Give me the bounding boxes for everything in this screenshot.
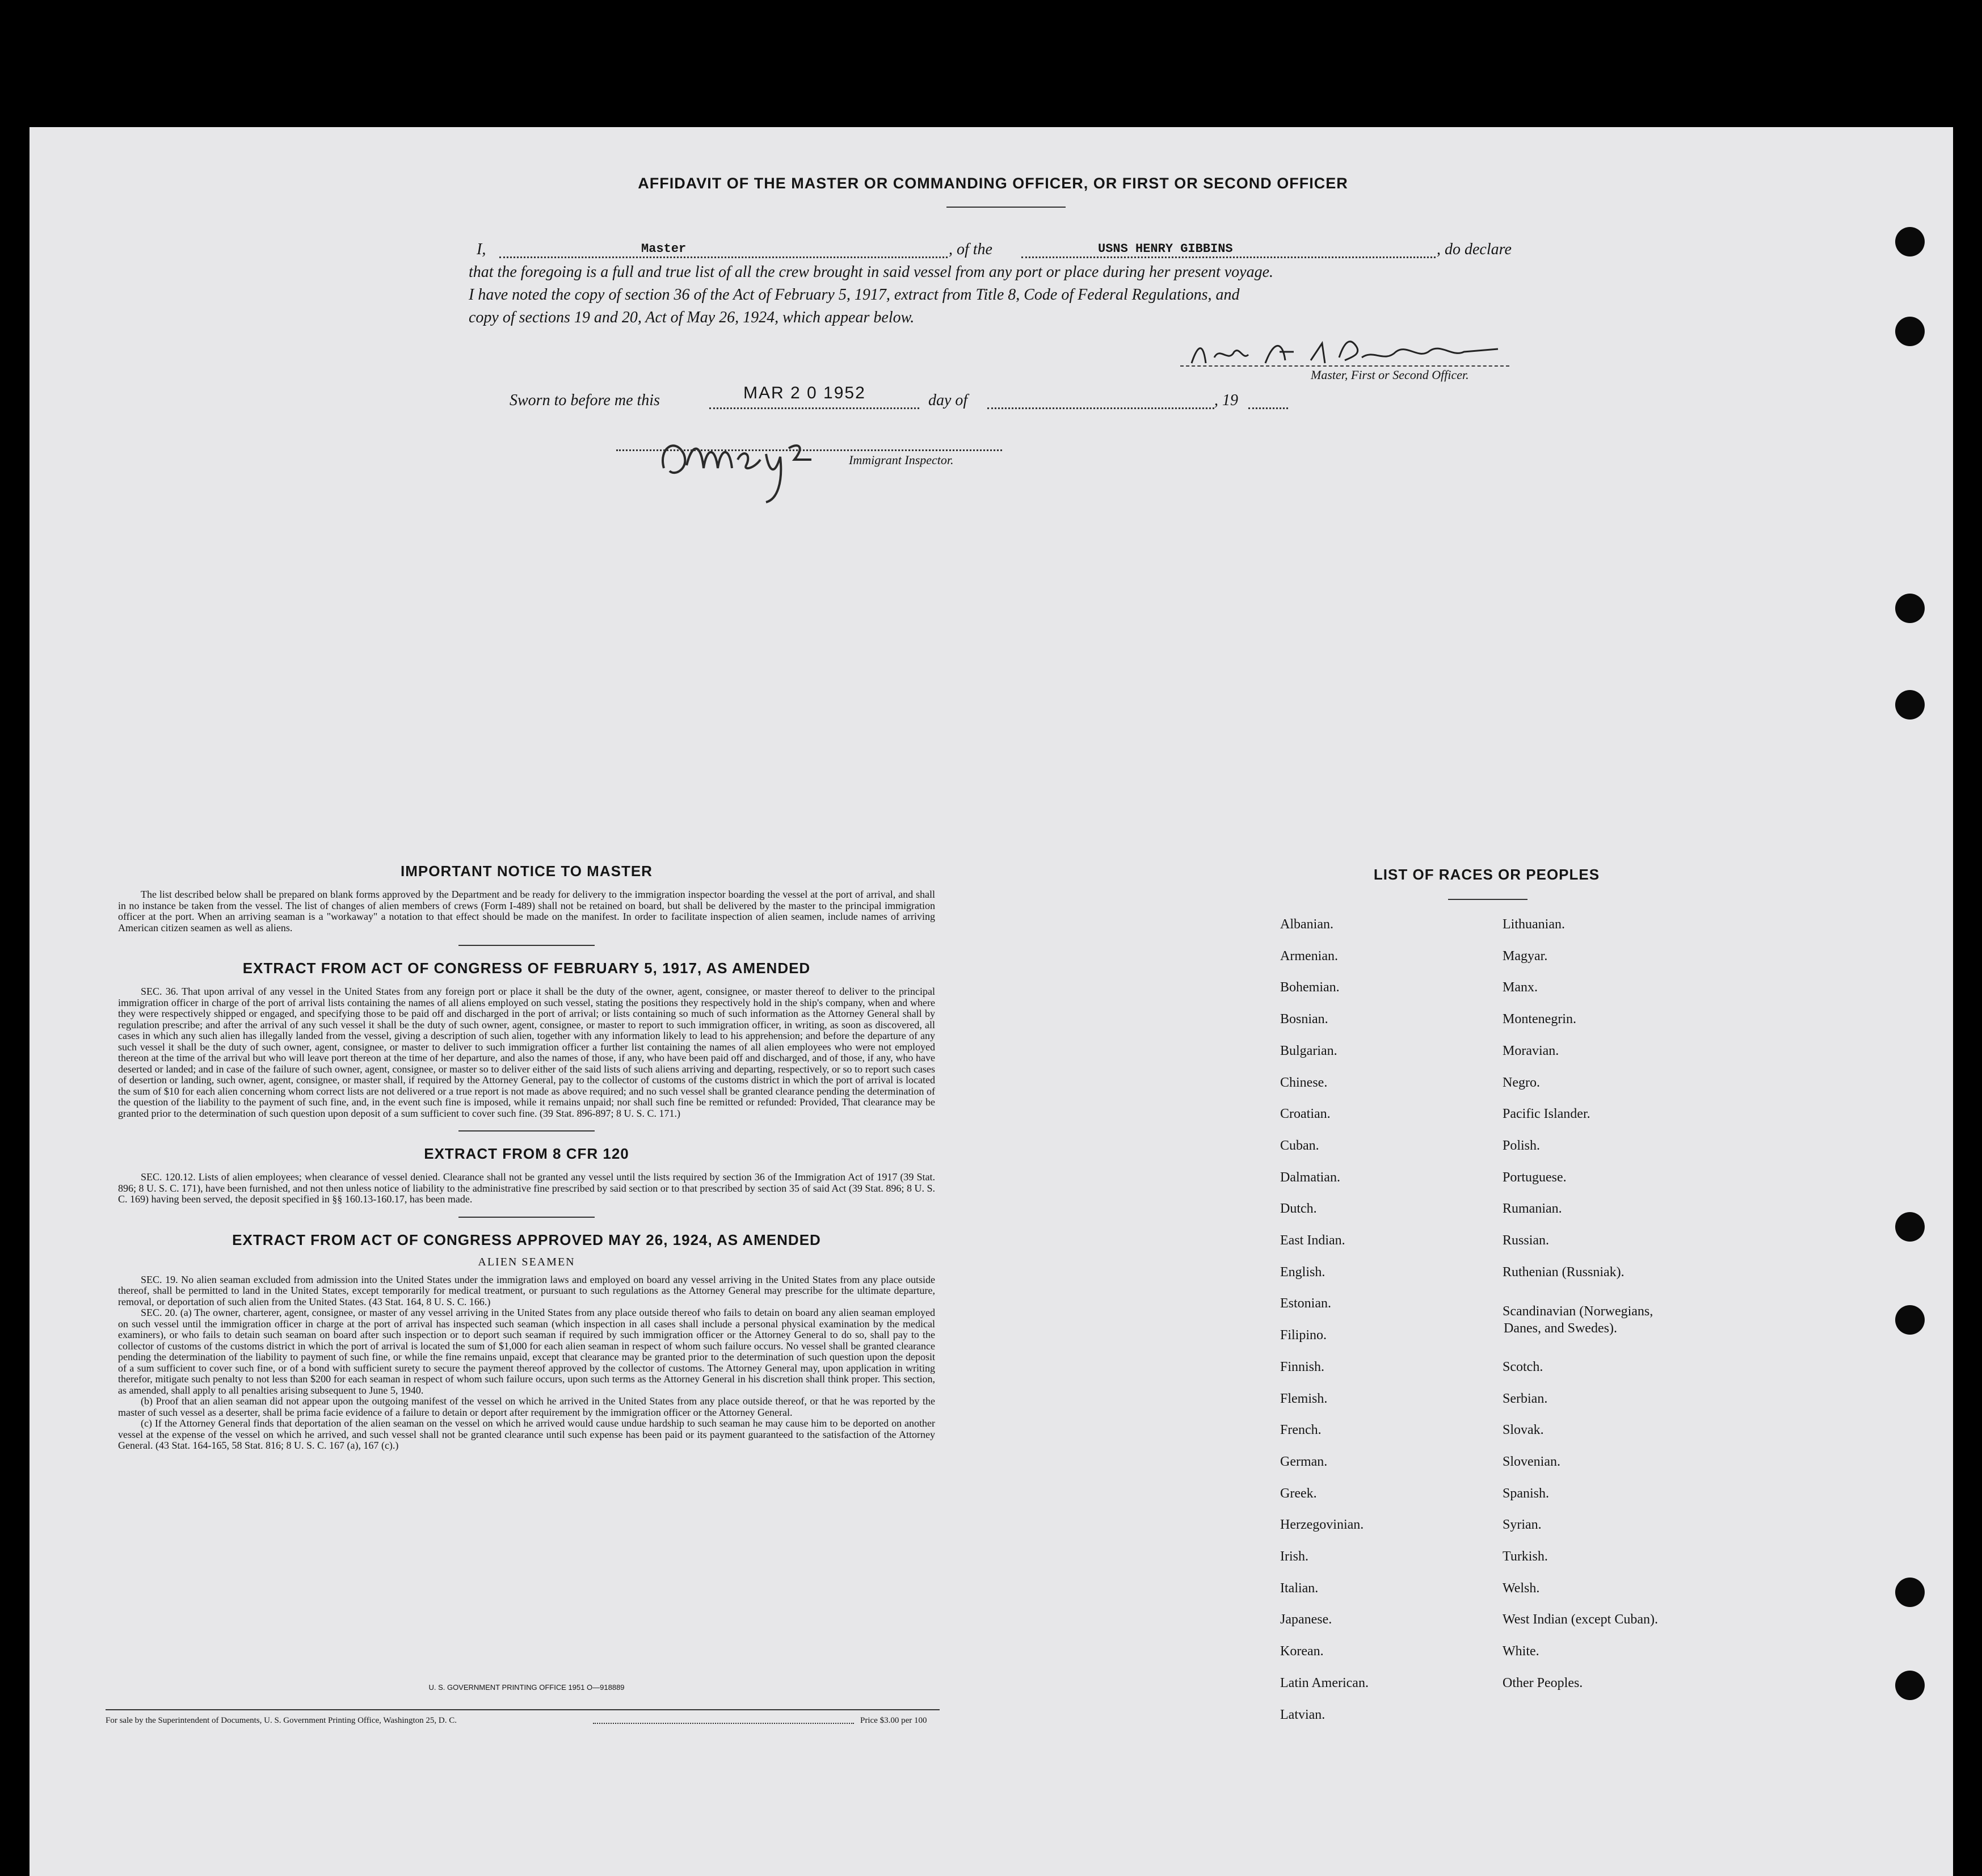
notice-text: The list described below shall be prepared on blank forms approved by the Department and be ready for delivery to the immigration inspector boarding the vessel at the port of arrival, and shall in no instance be taken from the vessel. The list of changes of alien members of crews (Form I-489) shall not be retained on board, but shall be delivered by the master to the principal immigration officer at the port. When an arriving seaman is a "workaway" a notation to that effect should be made on the manifest. In order to facilitate inspection of alien seamen, include names of arriving American citizen seamen as well as aliens. [118, 889, 935, 933]
sec-20c-text: (c) If the Attorney General finds that deportation of the alien seaman on the vessel on which he arrived would cause undue hardship to such seaman he may cause him to be deported on another vessel at the expense of the vessel on which he arrived, and such vessel shall not be granted clearance until such expense has been paid or its payment guaranteed to the satisfaction of the Attorney General. (43 Stat. 164-165, 58 Stat. 816; 8 U. S. C. 167 (a), 167 (c).) [118, 1417, 935, 1451]
footer-leader [593, 1723, 854, 1724]
day-of-label: day of [928, 392, 968, 409]
binder-hole [1895, 594, 1925, 623]
section-rule [458, 1217, 595, 1218]
sworn-date-line [709, 407, 919, 409]
race-item: Italian. [1280, 1580, 1319, 1596]
race-item: Other Peoples. [1503, 1675, 1583, 1690]
race-item: Bosnian. [1280, 1012, 1328, 1027]
races-title-rule [1448, 899, 1527, 900]
binder-hole [1895, 1305, 1925, 1335]
binder-hole [1895, 1212, 1925, 1242]
binder-hole [1895, 317, 1925, 346]
race-item: Pacific Islander. [1503, 1107, 1590, 1122]
race-item: Spanish. [1503, 1486, 1550, 1501]
binder-hole [1895, 227, 1925, 256]
race-item: Welsh. [1503, 1580, 1540, 1596]
title-rule [946, 207, 1066, 208]
signature-caption: Master, First or Second Officer. [1311, 368, 1469, 382]
for-sale-line: For sale by the Superintendent of Documents, U. S. Government Printing Office, Washington 25, D. C. [106, 1716, 457, 1725]
race-item: Finnish. [1280, 1359, 1325, 1374]
do-declare-label: , do declare [1437, 241, 1512, 258]
race-item: Moravian. [1503, 1043, 1559, 1058]
extract-1917-title: EXTRACT FROM ACT OF CONGRESS OF FEBRUARY 5, 1917, AS AMENDED [242, 960, 811, 977]
race-item: Negro. [1503, 1075, 1540, 1090]
race-item: White. [1503, 1644, 1539, 1659]
extract-1917-text: SEC. 36. That upon arrival of any vessel in the United States from any foreign port or place it shall be the duty of the owner, agent, consignee, or master thereof to deliver to the principal immigration officer in charge of the port of arrival lists containing the names of all aliens employed on such vessel, stating the positions they respectively hold in the ship's company, when and where they were respectively shipped or engaged, and specifying those to be paid off and discharged in the port of arrival; or lists containing so much of such information as the Attorney General shall by regulation prescribe; and after the arrival of any such vessel it shall be the duty of such owner, agent, consignee, or master to report to such immigration officer, in writing, as soon as discovered, all cases in which any such alien has illegally landed from the vessel, giving a description of such alien, together with any information likely to lead to his apprehension; and before the departure of any such vessel it shall be the duty of such owner, agent, consignee, or master to deliver to such immigration officer a further list containing the names of all alien employees who were not employed thereon at the time of the arrival but who will leave port thereon at the time of her departure, and also the names of those, if any, who have been paid off and discharged, and of those, if any, who have deserted or landed; and in case of the failure of such owner, agent, consignee, or master so to deliver either of the said lists of such aliens arriving and departing, respectively, or so to report such cases of desertion or landing, such owner, agent, consignee, or master shall, if required by the Attorney General, pay to the collector of customs of the customs district in which the port of arrival is located the sum of $10 for each alien concerning whom correct lists are not delivered or a true report is not made as above required; and no such vessel shall be granted clearance pending the determination of the question of the liability to the payment of such fine, and, in the event such fine is imposed, while it remains unpaid; nor shall such fine be remitted or refunded: Provided, That clearance may be granted prior to the determination of such question upon deposit of a sum sufficient to cover such fine. (39 Stat. 896-897; 8 U. S. C. 171.) [118, 986, 935, 1119]
extract-cfr-text: SEC. 120.12. Lists of alien employees; when clearance of vessel denied. Clearance shall not be granted any vessel until the lists required by section 36 of the Immigration Act of 1917 (39 Stat. 896; 8 U. S. C. 171), have been furnished, and not then unless notice of liability to the administrative fine prescribed by said section or to that prescribed by section 35 of said Act (39 Stat. 896; 8 U. S. C. 169) having been served, the deposit specified in §§ 160.13-160.17, has been made. [118, 1171, 935, 1205]
race-item: Syrian. [1503, 1517, 1542, 1533]
race-item: Greek. [1280, 1486, 1317, 1501]
year-line [1248, 407, 1288, 409]
declaration-line-4: copy of sections 19 and 20, Act of May 26, 1924, which appear below. [469, 309, 915, 326]
race-item: English. [1280, 1264, 1325, 1280]
race-item: Lithuanian. [1503, 917, 1565, 932]
race-item: Slovak. [1503, 1423, 1544, 1438]
binder-hole [1895, 1578, 1925, 1607]
price-line: Price $3.00 per 100 [860, 1716, 927, 1725]
affidavit-title: AFFIDAVIT OF THE MASTER OR COMMANDING OFFICER, OR FIRST OR SECOND OFFICER [638, 175, 1348, 192]
declaration-line-2: that the foregoing is a full and true list of all the crew brought in said vessel from any port or place during her present voyage. [469, 263, 1274, 281]
binder-hole [1895, 690, 1925, 720]
race-item: Manx. [1503, 980, 1538, 995]
race-item: Chinese. [1280, 1075, 1328, 1090]
race-item: Cuban. [1280, 1138, 1319, 1153]
race-item: Scotch. [1503, 1359, 1543, 1374]
race-item: German. [1280, 1454, 1328, 1469]
extract-cfr-title: EXTRACT FROM 8 CFR 120 [424, 1145, 629, 1162]
sec-20a-text: SEC. 20. (a) The owner, charterer, agent, consignee, or master of any vessel arriving in the United States from any place outside thereof who fails to detain on board any alien seaman employed on such vessel until the immigration officer in charge at the port of arrival has inspected such seaman (which inspection in all cases shall include a personal physical examination by the medical examiners), or who fails to detain such seaman on board after such inspection or to deport such seaman if required by such immigration officer or the Attorney General to do so, shall pay to the collector of customs of the customs district in which the port of arrival is located the sum of $1,000 for each alien seaman in respect of whom such failure occurs. No vessel shall be granted clearance pending the determination of the liability to payment of such fine, or while the fine remains unpaid, except that clearance may be granted prior to the determination of such question upon the deposit of a sum sufficient to cover such fine, or of a bond with sufficient surety to secure the payment thereof approved by the collector of customs. The Attorney General may, upon application in writing therefor, mitigate such penalty to not less than $200 for each seaman in respect of whom such failure occurs, upon such terms as the Attorney General in his discretion shall think proper. This section, as amended, shall apply to all penalties arising subsequent to June 5, 1940. [118, 1307, 935, 1396]
race-item: French. [1280, 1423, 1322, 1438]
race-item: Croatian. [1280, 1107, 1331, 1122]
race-item: Dalmatian. [1280, 1170, 1340, 1185]
race-item: Slovenian. [1503, 1454, 1560, 1469]
race-item: Latin American. [1280, 1675, 1369, 1690]
extract-1924-title: EXTRACT FROM ACT OF CONGRESS APPROVED MAY 26, 1924, AS AMENDED [232, 1231, 821, 1248]
section-rule [458, 945, 595, 946]
race-item: Ruthenian (Russniak). [1503, 1264, 1625, 1280]
sworn-label: Sworn to before me this [510, 392, 660, 409]
race-item: Danes, and Swedes). [1504, 1321, 1617, 1336]
i-label: I, [477, 241, 486, 258]
race-item: Flemish. [1280, 1391, 1328, 1406]
race-item: Albanian. [1280, 917, 1333, 932]
section-rule [458, 1130, 595, 1132]
race-item: Herzegovinian. [1280, 1517, 1364, 1533]
footer-rule [106, 1709, 940, 1710]
race-item: Dutch. [1280, 1201, 1317, 1217]
race-item: Bulgarian. [1280, 1043, 1337, 1058]
notice-section [118, 863, 935, 1452]
race-item: Magyar. [1503, 948, 1548, 964]
inspector-line [616, 449, 1002, 451]
vessel-field: USNS HENRY GIBBINS [1098, 242, 1233, 256]
race-item: Bohemian. [1280, 980, 1340, 995]
printing-office-line: U. S. GOVERNMENT PRINTING OFFICE 1951 O—918889 [428, 1683, 625, 1692]
notice-title: IMPORTANT NOTICE TO MASTER [401, 863, 653, 880]
race-item: Irish. [1280, 1549, 1308, 1564]
vessel-line [1021, 256, 1436, 258]
extract-1924-subtitle: ALIEN SEAMEN [478, 1255, 575, 1268]
month-line [987, 407, 1214, 409]
race-item: East Indian. [1280, 1233, 1345, 1248]
sec-19-text: SEC. 19. No alien seaman excluded from admission into the United States under the immigration laws and employed on board any vessel arriving in the United States from any place outside thereof, shall be permitted to land in the United States, except temporarily for medical treatment, or pursuant to such regulations as the Attorney General may prescribe for the ultimate departure, removal, or deportation of such alien from the United States. (43 Stat. 164, 8 U. S. C. 166.) [118, 1273, 935, 1307]
race-item: Filipino. [1280, 1328, 1327, 1343]
binder-hole [1895, 1671, 1925, 1700]
officer-field: Master [641, 242, 687, 256]
race-item: Turkish. [1503, 1549, 1548, 1564]
officer-line [499, 256, 948, 258]
race-item: Korean. [1280, 1644, 1324, 1659]
sec-20b-text: (b) Proof that an alien seaman did not appear upon the outgoing manifest of the vessel on which he arrived in the United States from any place outside thereof, or that he was reported by the master of such vessel as a deserter, shall be prima facie evidence of a failure to detain or deport after requirement by the immigration officer or the Attorney General. [118, 1395, 935, 1418]
race-item: Serbian. [1503, 1391, 1548, 1406]
race-item: Polish. [1503, 1138, 1541, 1153]
of-the-label: , of the [949, 241, 992, 258]
race-item: Armenian. [1280, 948, 1338, 964]
race-item: Rumanian. [1503, 1201, 1562, 1217]
race-item: Latvian. [1280, 1707, 1325, 1722]
declaration-line-3: I have noted the copy of section 36 of the Act of February 5, 1917, extract from Title 8, Code of Federal Regulations, and [469, 286, 1240, 304]
race-item: West Indian (except Cuban). [1503, 1612, 1658, 1627]
race-item: Montenegrin. [1503, 1012, 1576, 1027]
race-item: Japanese. [1280, 1612, 1332, 1627]
date-stamp: MAR 2 0 1952 [743, 384, 866, 402]
signature-line [1180, 365, 1509, 367]
inspector-caption: Immigrant Inspector. [849, 453, 954, 467]
race-item: Russian. [1503, 1233, 1550, 1248]
race-item: Scandinavian (Norwegians, [1503, 1304, 1653, 1319]
races-title: LIST OF RACES OR PEOPLES [1373, 866, 1600, 883]
year-prefix: , 19 [1214, 392, 1238, 409]
race-item: Estonian. [1280, 1296, 1331, 1311]
race-item: Portuguese. [1503, 1170, 1567, 1185]
